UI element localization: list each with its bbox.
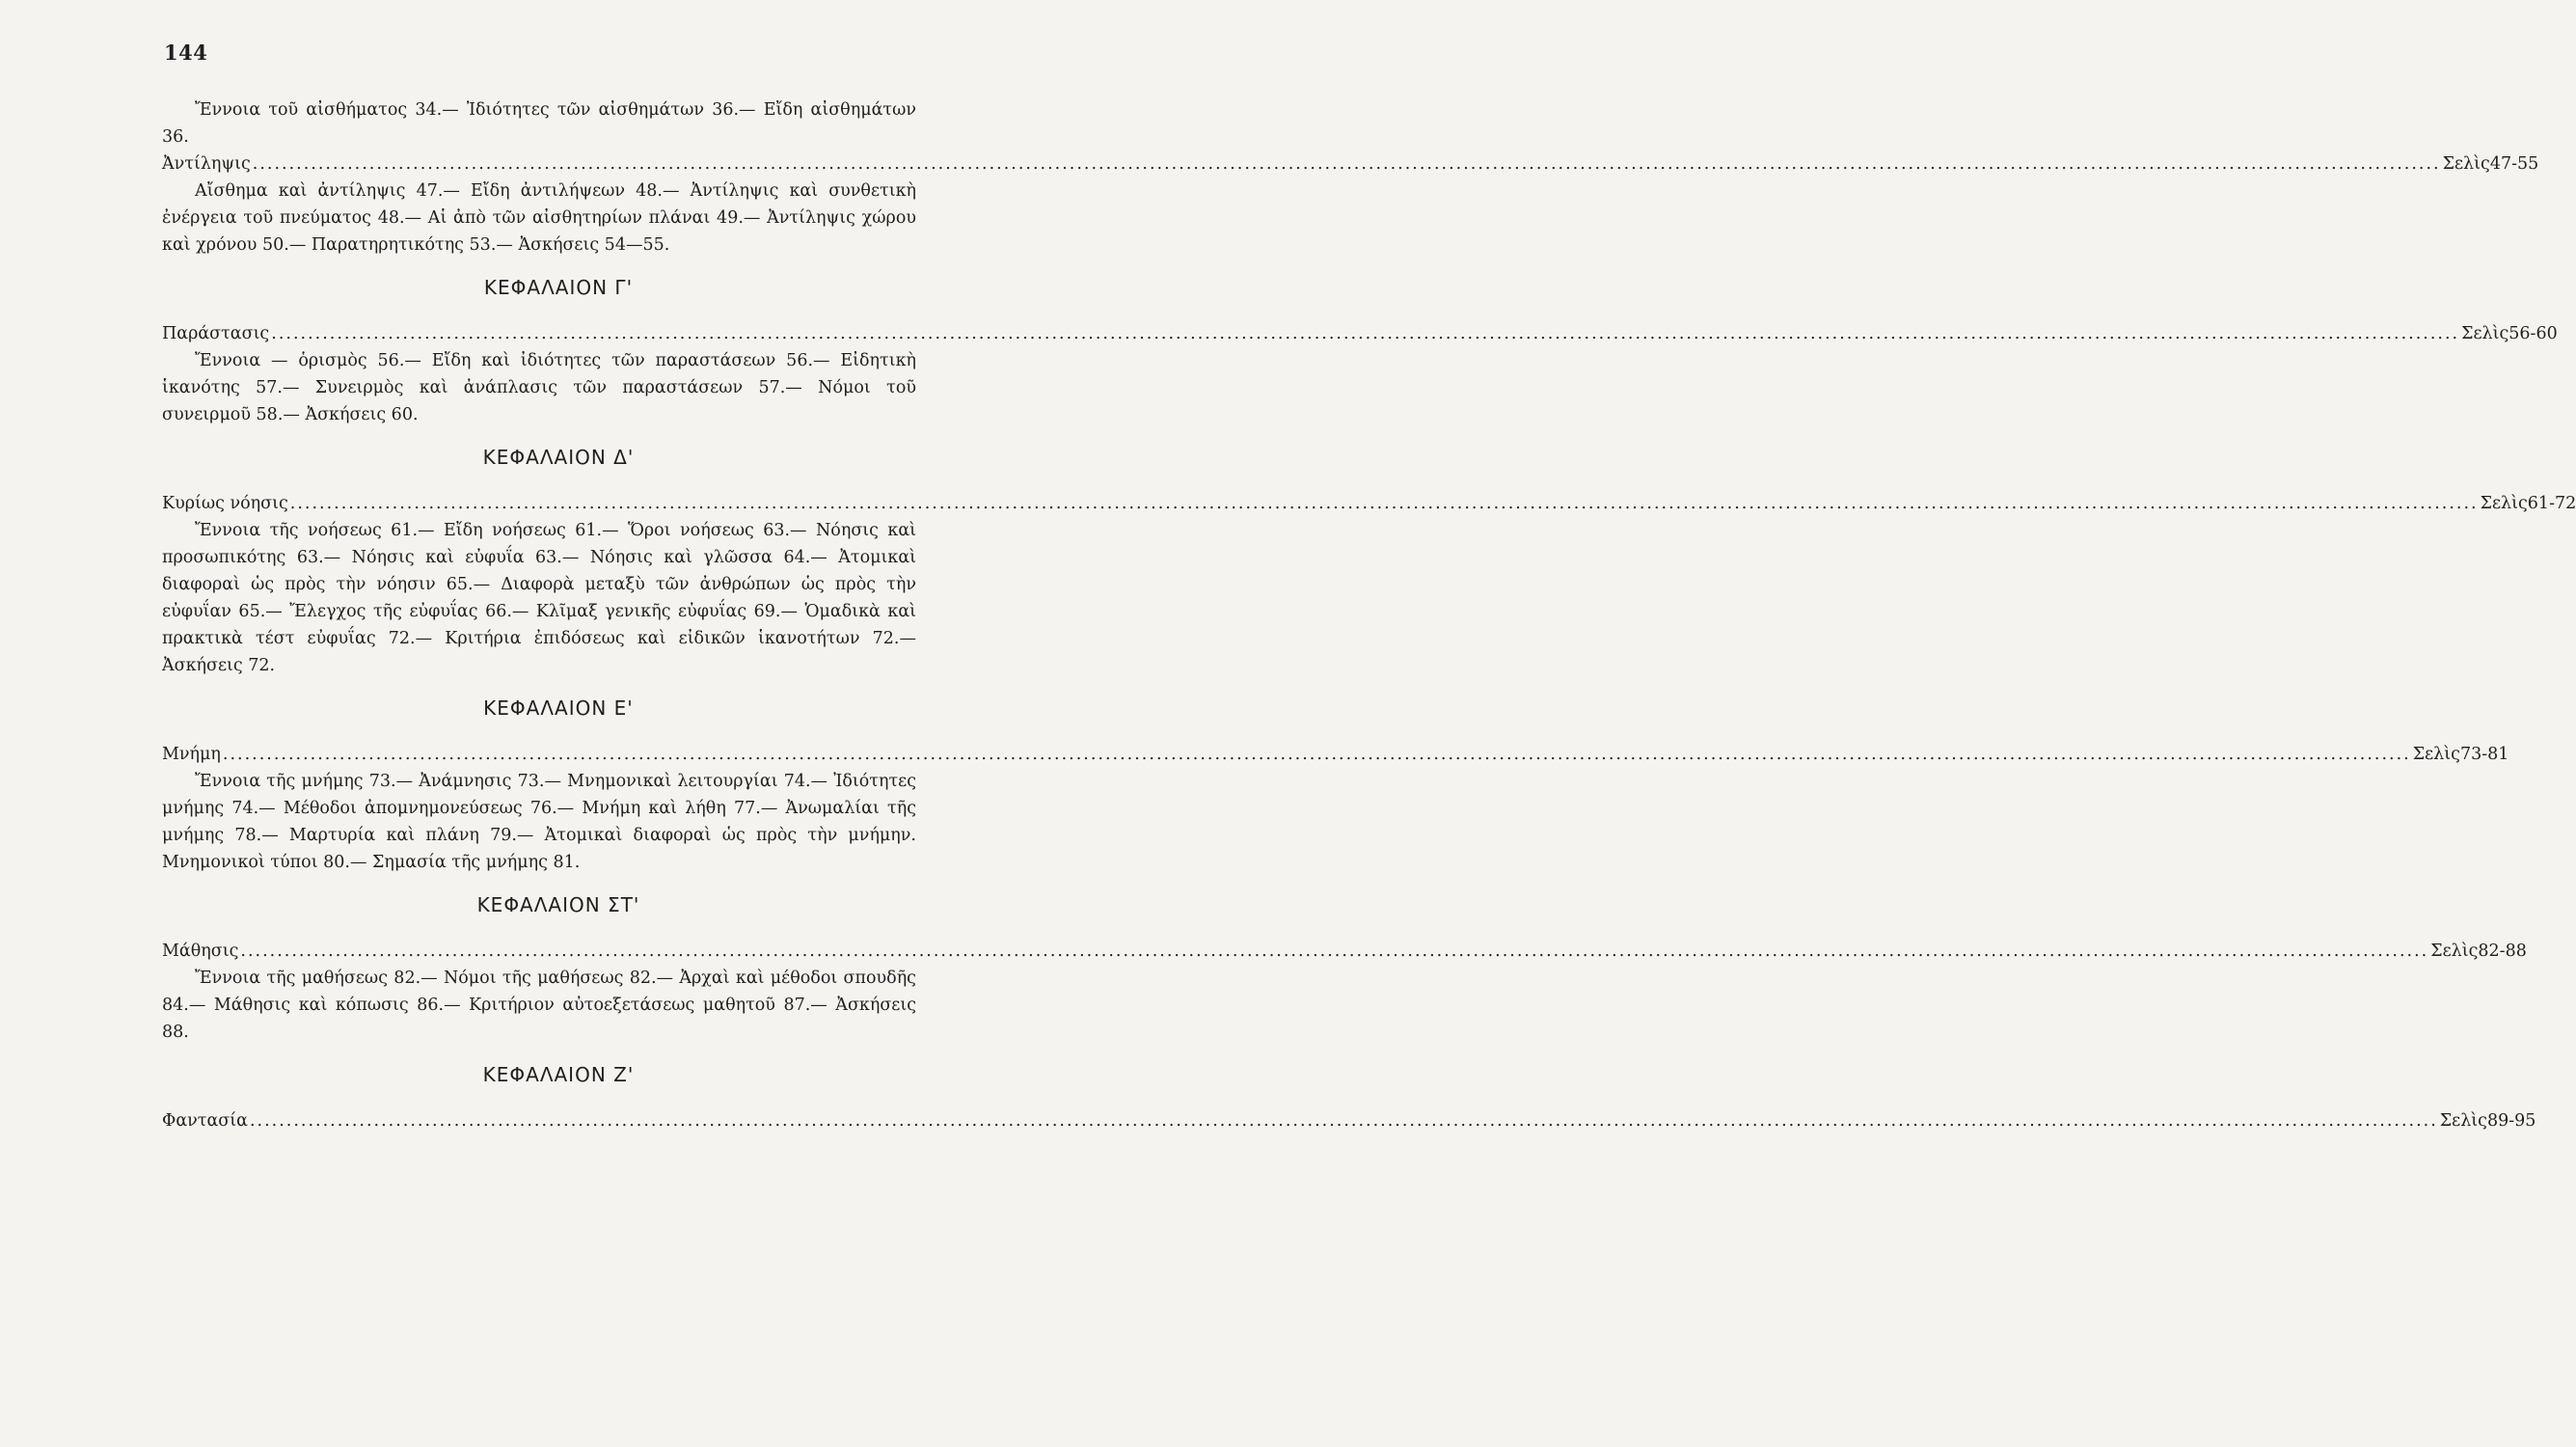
- section-summary: Ἔννοια τῆς μνήμης 73.— Ἀνάμνησις 73.— Μνημονικαὶ λειτουργίαι 74.— Ἰδιότητες μνήμης 74.— Μέθοδοι ἀπομνημονεύσεως 76.— Μνήμη καὶ λήθη 77.— Ἀνωμαλίαι τῆς μνήμης 78.— Μαρτυρία καὶ πλάνη 79.— Ἀτομικαὶ διαφοραὶ ὡς πρὸς τὴν μνήμην. Μνημονικοὶ τύποι 80.— Σημασία τῆς μνήμης 81.: [162, 772, 916, 872]
- page-label: Σελὶς: [2461, 324, 2509, 343]
- toc-entry: [162, 150, 2539, 177]
- chapter-heading: ΚΕΦΑΛΑΙΟΝ Δ': [482, 446, 635, 469]
- dot-leader: ............................................................................................................................................................................................................................................................................................................: [240, 942, 2429, 961]
- chapter-heading: ΚΕΦΑΛΑΙΟΝ ΣΤ': [476, 893, 640, 916]
- section-summary: Αἴσθημα καὶ ἀντίληψις 47.— Εἴδη ἀντιλήψεων 48.— Ἀντίληψις καὶ συνθετικὴ ἐνέργεια τοῦ πνεύματος 48.— Αἱ ἀπὸ τῶν αἰσθητηρίων πλάναι 49.— Ἀντίληψις χώρου καὶ χρόνου 50.— Παρατηρητικότης 53.— Ἀσκήσεις 54—55.: [162, 181, 916, 255]
- chapter-heading: ΚΕΦΑΛΑΙΟΝ Γ': [483, 276, 634, 299]
- entry-title: Μνήμη: [162, 745, 221, 764]
- page-range: 47-55: [2489, 154, 2539, 174]
- page-number: 144: [164, 41, 208, 65]
- section-summary: Ἔννοια — ὁρισμὸς 56.— Εἴδη καὶ ἰδιότητες τῶν παραστάσεων 56.— Εἰδητικὴ ἱκανότης 57.— Συνειρμὸς καὶ ἀνάπλασις τῶν παραστάσεων 57.— Νόμοι τοῦ συνειρμοῦ 58.— Ἀσκήσεις 60.: [162, 351, 916, 424]
- page-label: Σελὶς: [2442, 154, 2490, 174]
- entry-title: Μάθησις: [162, 942, 239, 961]
- page-label: Σελὶς: [2430, 942, 2479, 961]
- dot-leader: ............................................................................................................................................................................................................................................................................................................: [222, 745, 2411, 764]
- table-of-contents: [162, 96, 2576, 1134]
- dot-leader: ............................................................................................................................................................................................................................................................................................................: [289, 494, 2479, 513]
- page-range: 56-60: [2508, 324, 2558, 343]
- toc-entry: [162, 490, 2576, 517]
- dot-leader: ............................................................................................................................................................................................................................................................................................................: [252, 154, 2441, 174]
- dot-leader: ............................................................................................................................................................................................................................................................................................................: [271, 324, 2460, 343]
- section-summary: Ἔννοια τῆς νοήσεως 61.— Εἴδη νοήσεως 61.— Ὅροι νοήσεως 63.— Νόησις καὶ προσωπικότης 63.— Νόησις καὶ εὐφυΐα 63.— Νόησις καὶ γλῶσσα 64.— Ἀτομικαὶ διαφοραὶ ὡς πρὸς τὴν νόησιν 65.— Διαφορὰ μεταξὺ τῶν ἀνθρώπων ὡς πρὸς τὴν εὐφυΐαν 65.— Ἔλεγχος τῆς εὐφυΐας 66.— Κλῖμαξ γενικῆς εὐφυΐας 69.— Ὁμαδικὰ καὶ πρακτικὰ τέστ εὐφυΐας 72.— Κριτήρια ἐπιδόσεως καὶ εἰδικῶν ἱκανοτήτων 72.— Ἀσκήσεις 72.: [162, 521, 916, 675]
- toc-entry: [162, 938, 2527, 965]
- page-label: Σελὶς: [2412, 745, 2460, 764]
- section-summary: Ἔννοια τοῦ αἰσθήματος 34.— Ἰδιότητες τῶν αἰσθημάτων 36.— Εἴδη αἰσθημάτων 36.: [162, 100, 916, 147]
- chapter-heading: ΚΕΦΑΛΑΙΟΝ Ε': [483, 696, 634, 720]
- toc-entry: [162, 1107, 2536, 1134]
- section-summary: Ἔννοια τῆς μαθήσεως 82.— Νόμοι τῆς μαθήσεως 82.— Ἀρχαὶ καὶ μέθοδοι σπουδῆς 84.— Μάθησις καὶ κόπωσις 86.— Κριτήριον αὐτοεξετάσεως μαθητοῦ 87.— Ἀσκήσεις 88.: [162, 969, 916, 1042]
- entry-title: Φαντασία: [162, 1111, 248, 1131]
- page-range: 82-88: [2478, 942, 2527, 961]
- page-range: 89-95: [2486, 1111, 2536, 1131]
- chapter-heading: ΚΕΦΑΛΑΙΟΝ Ζ': [482, 1063, 635, 1086]
- page-label: Σελὶς: [2480, 494, 2528, 513]
- entry-title: Κυρίως νόησις: [162, 494, 288, 513]
- entry-title: Παράστασις: [162, 324, 270, 343]
- page-range: 61-72: [2527, 494, 2576, 513]
- entry-title: Ἀντίληψις: [162, 154, 251, 174]
- toc-entry: [162, 320, 2558, 347]
- page-label: Σελὶς: [2439, 1111, 2487, 1131]
- dot-leader: ............................................................................................................................................................................................................................................................................................................: [249, 1111, 2438, 1131]
- page-range: 73-81: [2459, 745, 2509, 764]
- toc-entry: [162, 741, 2509, 768]
